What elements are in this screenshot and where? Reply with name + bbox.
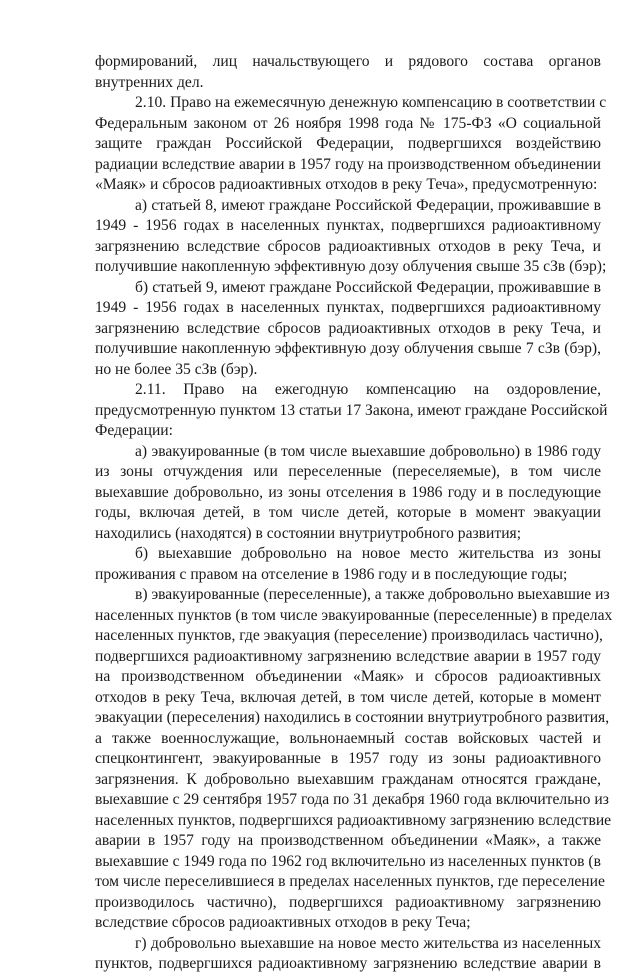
text-line: формирований, лиц начальствующего и рядового состава органов bbox=[95, 53, 601, 70]
text-line: 1949 - 1956 годах в населенных пунктах, подвергшихся радиоактивному bbox=[95, 299, 601, 316]
text-line: «Маяк» и сбросов радиоактивных отходов в реку Теча», предусмотренную: bbox=[95, 176, 598, 193]
text-line: населенных пунктов, подвергшихся радиоактивному загрязнению вследствие bbox=[95, 811, 612, 829]
text-line: том числе переселившиеся в пределах населенных пунктов, где переселение bbox=[95, 873, 605, 890]
text-line: проживания с правом на отселение в 1986 году и в последующие годы; bbox=[95, 565, 568, 583]
text-line: предусмотренную пунктом 13 статьи 17 Закона, имеют граждане Российской bbox=[95, 401, 608, 419]
text-line: аварии в 1957 году на производственном объединении «Маяк», а также bbox=[95, 832, 601, 849]
text-line: 1949 - 1956 годах в населенных пунктах, подвергшихся радиоактивному bbox=[95, 217, 601, 234]
text-line: б) выехавшие добровольно на новое место жительства из зоны bbox=[135, 545, 601, 562]
text-line: радиации вследствие аварии в 1957 году на производственном объединении bbox=[95, 155, 601, 173]
text-line: подвергшихся радиоактивному загрязнению вследствие аварии в 1957 году bbox=[95, 647, 601, 665]
text-line: отходов в реку Теча, включая детей, в том числе детей, которые в момент bbox=[95, 688, 601, 706]
text-line: Федеральным законом от 26 ноября 1998 года № 175-ФЗ «О социальной bbox=[95, 114, 601, 132]
text-line: а также военнослужащие, вольнонаемный состав войсковых частей и bbox=[95, 729, 601, 747]
text-line: вследствие сбросов радиоактивных отходов в реку Теча; bbox=[95, 914, 471, 931]
text-line: на производственном объединении «Маяк» и сбросов радиоактивных bbox=[95, 668, 601, 685]
text-line: выехавшие с 1949 года по 1962 год включительно из населенных пунктов (в bbox=[95, 852, 601, 870]
text-line: но не более 35 сЗв (бэр). bbox=[95, 360, 258, 378]
text-line: находились (находятся) в состоянии внутриутробного развития; bbox=[95, 524, 522, 542]
text-line: б) статьей 9, имеют граждане Российской Федерации, проживавшие в bbox=[135, 278, 601, 296]
text-line: получившие накопленную эффективную дозу облучения свыше 7 сЗв (бэр), bbox=[95, 340, 601, 357]
text-line: защите граждан Российской Федерации, подвергшихся воздействию bbox=[95, 135, 601, 152]
text-line: эвакуации (переселения) находились в состоянии внутриутробного развития, bbox=[95, 709, 610, 726]
text-line: выехавшие с 29 сентября 1957 года по 31 декабря 1960 года включительно из bbox=[95, 791, 609, 808]
text-line: в) эвакуированные (переселенные), а также добровольно выехавшие из bbox=[135, 586, 610, 603]
text-line: выехавшие добровольно, из зоны отселения в 1986 году и в последующие bbox=[95, 483, 601, 501]
document-body bbox=[95, 52, 613, 975]
text-line: производилось частично), подвергшихся радиоактивному загрязнению bbox=[95, 893, 601, 911]
text-line: г) добровольно выехавшие на новое место жительства из населенных bbox=[135, 934, 601, 952]
text-line: загрязнению вследствие сбросов радиоактивных отходов в реку Теча, и bbox=[95, 319, 601, 337]
text-line: загрязнения. К добровольно выехавшим гражданам относятся граждане, bbox=[95, 770, 601, 788]
text-line: загрязнению вследствие сбросов радиоактивных отходов в реку Теча, и bbox=[95, 237, 601, 255]
text-line: населенных пунктов, где эвакуация (переселение) производилась частично), bbox=[95, 627, 603, 644]
text-line: годы, включая детей, в том числе детей, которые в момент эвакуации bbox=[95, 504, 601, 521]
text-line: Федерации: bbox=[95, 422, 173, 439]
text-line: из зоны отчуждения или переселенные (переселяемые), в том числе bbox=[95, 463, 601, 480]
text-line: а) статьей 8, имеют граждане Российской Федерации, проживавшие в bbox=[135, 196, 601, 214]
text-line: населенных пунктов (в том числе эвакуированные (переселенные) в пределах bbox=[95, 606, 613, 624]
text-line: спецконтингент, эвакуированные в 1957 году из зоны радиоактивного bbox=[95, 750, 601, 767]
text-line: получившие накопленную эффективную дозу облучения свыше 35 сЗв (бэр); bbox=[95, 258, 607, 275]
text-line: 2.11. Право на ежегодную компенсацию на оздоровление, bbox=[135, 381, 601, 398]
text-line: внутренних дел. bbox=[95, 73, 204, 91]
text-line: пунктов, подвергшихся радиоактивному загрязнению вследствие аварии в bbox=[95, 955, 601, 972]
text-line: а) эвакуированные (в том числе выехавшие добровольно) в 1986 году bbox=[135, 442, 601, 460]
text-line: 2.10. Право на ежемесячную денежную компенсацию в соответствии с bbox=[135, 94, 607, 111]
